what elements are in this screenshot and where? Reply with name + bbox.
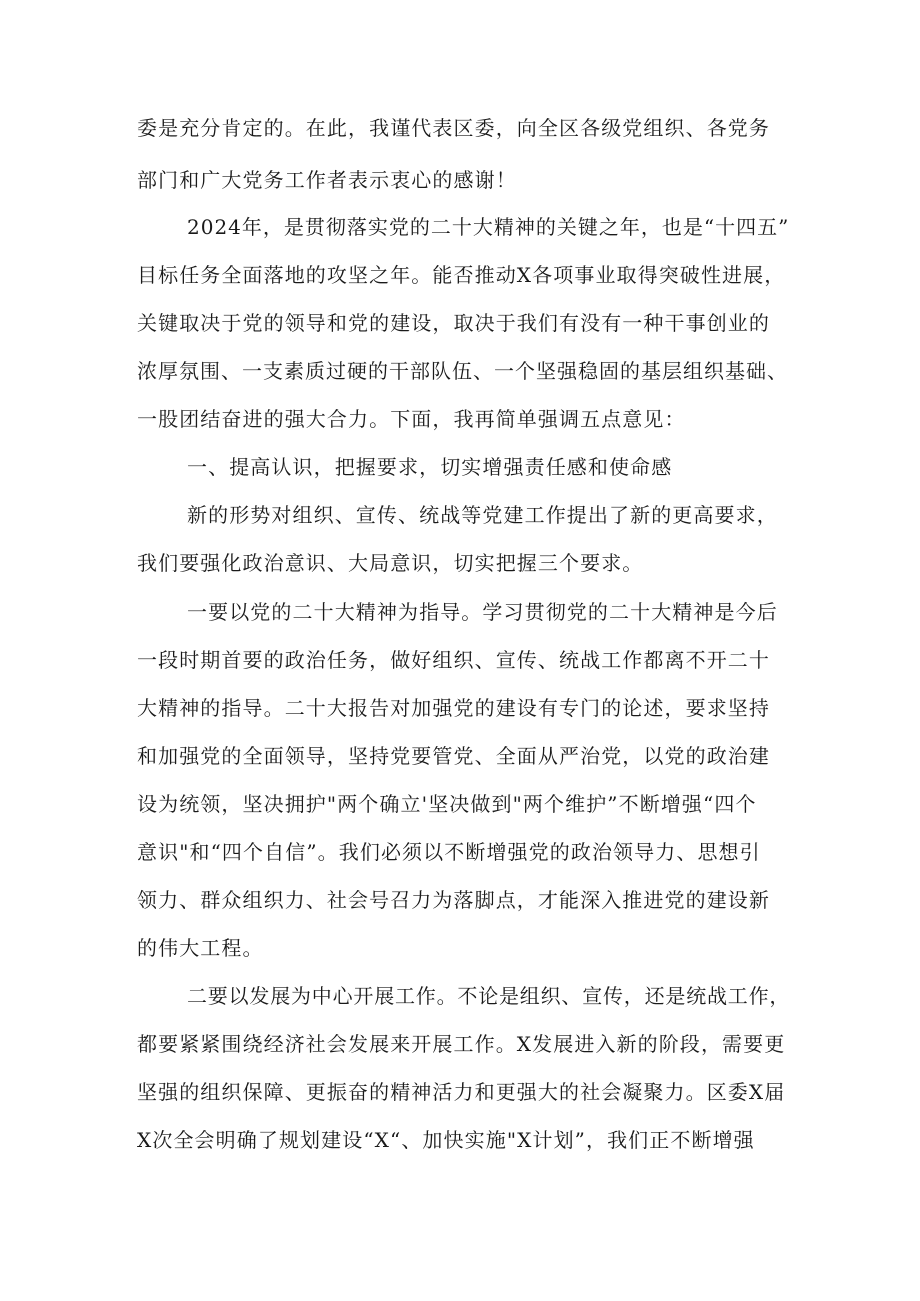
body-line: 关键取决于党的领导和党的建设，取决于我们有没有一种干事创业的 xyxy=(137,311,770,335)
body-line: 我们要强化政治意识、大局意识，切实把握三个要求。 xyxy=(137,551,644,575)
body-line: 浓厚氛围、一支素质过硬的干部队伍、一个坚强稳固的基层组织基础、 xyxy=(137,359,788,383)
body-line: 和加强党的全面领导，坚持党要管党、全面从严治党，以党的政治建 xyxy=(137,744,770,768)
body-line: 部门和广大党务工作者表示衷心的感谢！ xyxy=(137,168,517,192)
body-line: 委是充分肯定的。在此，我谨代表区委，向全区各级党组织、各党务 xyxy=(137,116,770,140)
body-line: X次全会明确了规划建设“X“、加快实施"X计划”，我们正不断增强 xyxy=(137,1128,755,1152)
body-line: 一股团结奋进的强大合力。下面，我再简单强调五点意见： xyxy=(137,407,686,431)
paragraph-first-line: 一要以党的二十大精神为指导。学习贯彻党的二十大精神是今后 xyxy=(187,600,778,624)
body-line: 领力、群众组织力、社会号召力为落脚点，才能深入推进党的建设新 xyxy=(137,888,770,912)
body-line: 意识"和“四个自信”。我们必须以不断增强党的政治领导力、思想引 xyxy=(137,840,761,864)
body-line: 一段时期首要的政治任务，做好组织、宣传、统战工作都离不开二十 xyxy=(137,648,770,672)
body-line: 设为统领，坚决拥护"两个确立'坚决做到"两个维护”不断增强“四个 xyxy=(137,792,757,816)
paragraph-first-line: 二要以发展为中心开展工作。不论是组织、宣传，还是统战工作， xyxy=(187,984,791,1008)
body-line: 坚强的组织保障、更振奋的精神活力和更强大的社会凝聚力。区委X届 xyxy=(137,1080,786,1104)
body-line: 的伟大工程。 xyxy=(137,936,264,960)
body-line: 大精神的指导。二十大报告对加强党的建设有专门的论述，要求坚持 xyxy=(137,696,770,720)
paragraph-first-line: 新的形势对组织、宣传、统战等党建工作提出了新的更高要求， xyxy=(187,503,778,527)
body-line: 目标任务全面落地的攻坚之年。能否推动X各项事业取得突破性进展， xyxy=(137,263,786,287)
body-line: 都要紧紧围绕经济社会发展来开展工作。X发展进入新的阶段，需要更 xyxy=(137,1032,786,1056)
paragraph-first-line: 2024年，是贯彻落实党的二十大精神的关键之年，也是“十四五” xyxy=(187,215,790,239)
section-heading: 一、提高认识，把握要求，切实增强责任感和使命感 xyxy=(187,455,673,479)
